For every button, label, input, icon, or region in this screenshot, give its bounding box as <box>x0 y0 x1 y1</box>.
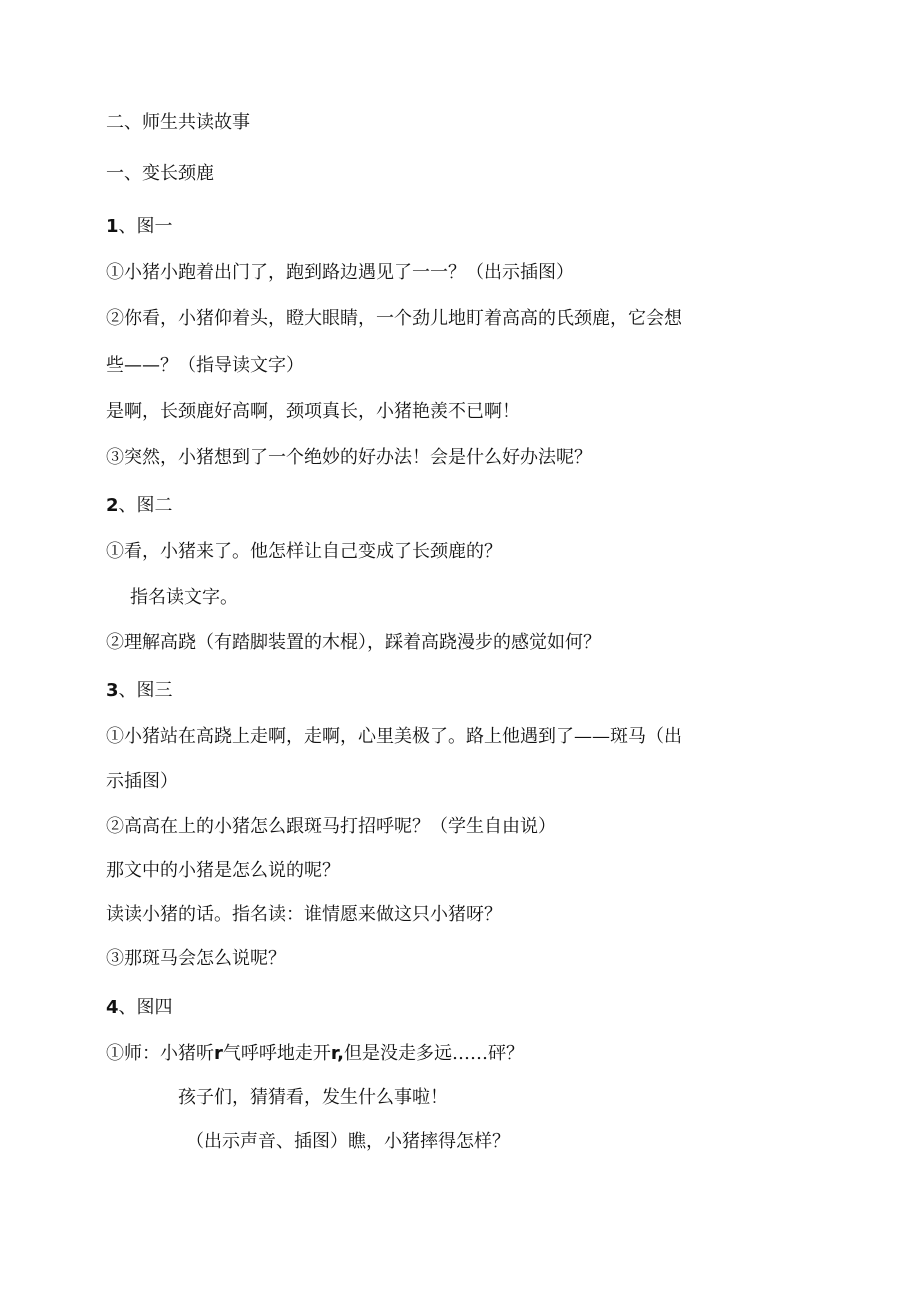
figure-heading-1 <box>106 215 173 239</box>
figure-number: 3 <box>106 680 119 701</box>
paragraph: ③突然，小猪想到了一个绝妙的好办法！会是什么好办法呢？ <box>106 447 592 468</box>
text-run: r <box>214 1043 223 1064</box>
paragraph: 那文中的小猪是怎么说的呢？ <box>106 860 340 881</box>
section-heading: 二、师生共读故事 <box>106 112 250 133</box>
paragraph: 是啊，长颈鹿好高啊，颈项真长，小猪艳羡不已啊！ <box>106 401 520 422</box>
text-run: r, <box>330 1043 344 1064</box>
paragraph: （出示声音、插图）瞧，小猪摔得怎样？ <box>186 1131 510 1152</box>
paragraph: ③那斑马会怎么说呢？ <box>106 948 286 969</box>
figure-heading-4 <box>106 996 173 1020</box>
figure-number: 1 <box>106 216 119 237</box>
paragraph: ①小猪站在高跷上走啊，走啊，心里美极了。路上他遇到了——斑马（出 <box>106 726 682 747</box>
figure-heading-3 <box>106 679 173 703</box>
paragraph: ②你看，小猪仰着头，瞪大眼睛，一个劲儿地盯着高高的氏颈鹿，它会想 <box>106 308 682 329</box>
figure-label: 、图一 <box>118 216 173 237</box>
figure-label: 、图三 <box>118 680 173 701</box>
figure-number: 2 <box>106 495 119 516</box>
paragraph: 些——？（指导读文字） <box>106 355 304 376</box>
figure-number: 4 <box>106 997 119 1018</box>
paragraph: 指名读文字。 <box>130 587 238 608</box>
text-run: 气呼呼地走开 <box>222 1043 331 1064</box>
paragraph: 示插图） <box>106 771 178 792</box>
paragraph: ②理解高跷（有踏脚装置的木棍），踩着高跷漫步的感觉如何？ <box>106 632 601 653</box>
paragraph: ①小猪小跑着出门了，跑到路边遇见了一一？（出示插图） <box>106 262 574 283</box>
figure-label: 、图二 <box>118 495 173 516</box>
figure-label: 、图四 <box>118 997 173 1018</box>
paragraph <box>106 1042 524 1066</box>
text-run: ①师：小猪听 <box>106 1043 214 1064</box>
text-run: 但是没走多远……砰？ <box>343 1043 524 1064</box>
part-heading: 一、变长颈鹿 <box>106 163 214 184</box>
paragraph: 读读小猪的话。指名读：谁情愿来做这只小猪呀？ <box>106 904 502 925</box>
figure-heading-2 <box>106 494 173 518</box>
paragraph: ①看，小猪来了。他怎样让自己变成了长颈鹿的？ <box>106 541 502 562</box>
paragraph: 孩子们，猜猜看，发生什么事啦！ <box>178 1087 448 1108</box>
paragraph: ②高高在上的小猪怎么跟斑马打招呼呢？（学生自由说） <box>106 816 556 837</box>
